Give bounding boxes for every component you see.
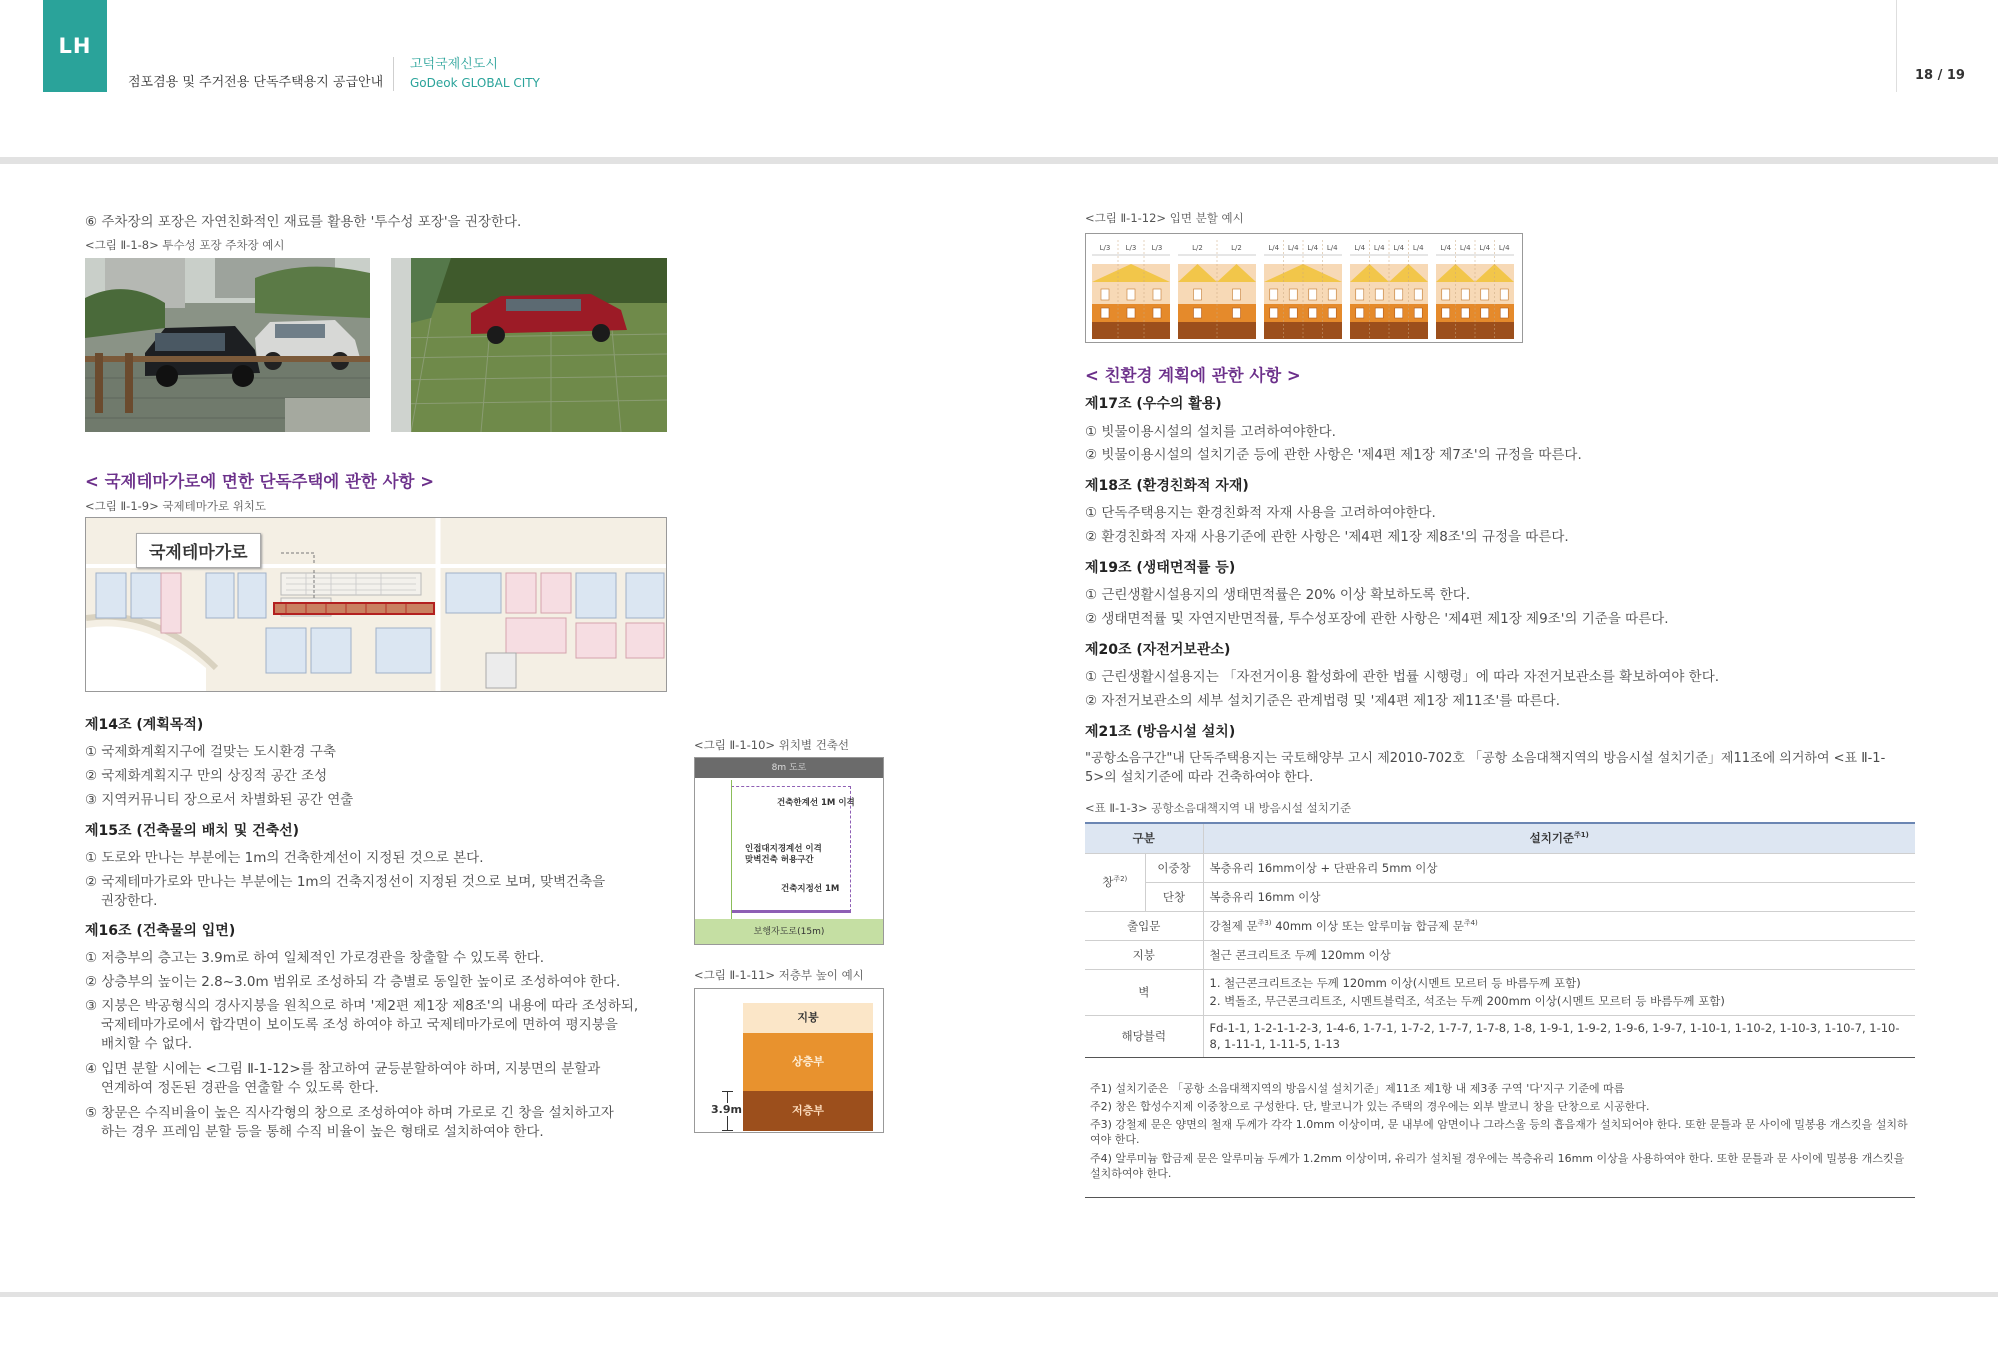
cell-single-window: 단창 — [1145, 882, 1203, 911]
figure-10-caption: <그림 Ⅱ-1-10> 위치별 건축선 — [694, 738, 850, 752]
facade-division-diagram — [1085, 233, 1523, 343]
road-8m: 8m 도로 — [695, 758, 883, 778]
article-20-title: 제20조 (자전거보관소) — [1085, 642, 1231, 658]
notes-end-rule — [1085, 1197, 1915, 1198]
article-16-title: 제16조 (건축물의 입면) — [85, 923, 236, 939]
facade-division-label: L/4 — [1287, 244, 1299, 252]
note-3: 주3) 강철제 문은 양면의 철재 두께가 각각 1.0mm 이상이며, 문 내부에 암면이나 그라스울 등의 흡음재가 설치되어야 한다. 또한 문틀과 문 사이에 밀봉용 개스킷을 설치하여야 한다. — [1090, 1118, 1908, 1146]
facade-block — [1092, 240, 1170, 339]
facade-division-label: L/3 — [1099, 244, 1111, 252]
article-19-item-1: ① 근린생활시설용지의 생태면적률은 20% 이상 확보하도록 한다. — [1085, 587, 1471, 603]
facade-division-label: L/4 — [1268, 244, 1280, 252]
article-16-item-1: ① 저층부의 층고는 3.9m로 하여 일체적인 가로경관을 창출할 수 있도록 한다. — [85, 950, 545, 966]
header-category: 구분 — [1085, 823, 1203, 853]
cell-roof-value: 철근 콘크리트조 두께 120mm 이상 — [1203, 940, 1915, 969]
cell-roof: 지붕 — [1085, 940, 1203, 969]
header-bar — [0, 157, 1998, 164]
lower-floor-layer: 저층부 — [743, 1091, 873, 1131]
header-standard: 설치기준$^{주1)}$ — [1203, 823, 1915, 853]
page-number: 18 / 19 — [1915, 68, 1965, 83]
designated-line — [731, 910, 851, 913]
cell-wall: 벽 — [1085, 969, 1203, 1015]
article-14-title: 제14조 (계획목적) — [85, 717, 204, 733]
facade-block — [1264, 240, 1342, 339]
label-limit-line: 건축한계선 1M 이격 — [777, 798, 855, 808]
cell-double-window: 이중창 — [1145, 853, 1203, 882]
facade-division-label: L/4 — [1393, 244, 1405, 252]
lot-boundary-line — [731, 780, 732, 920]
table-header-row — [1085, 823, 1915, 853]
article-21-text-line-2: 5>의 설치기준에 따라 건축하여야 한다. — [1085, 770, 1314, 785]
table-3-caption: <표 Ⅱ-1-3> 공항소음대책지역 내 방음시설 설치기준 — [1085, 801, 1352, 815]
label-designated-line: 건축지정선 1M — [781, 884, 840, 894]
table-row — [1085, 911, 1915, 940]
facade-block — [1178, 240, 1256, 339]
section-eco-planning: < 친환경 계획에 관한 사항 > — [1085, 366, 1301, 385]
article-16-item-3-line-1: ③ 지붕은 박공형식의 경사지붕을 원칙으로 하며 '제2편 제1장 제8조'의 내용에 따라 조성하되, — [85, 998, 639, 1014]
article-19-title: 제19조 (생태면적률 등) — [1085, 560, 1236, 576]
city-name — [410, 56, 540, 92]
note-4: 주4) 알루미늄 합금제 문은 알루미늄 두께가 1.2mm 이상이며, 유리가 설치될 경우에는 복층유리 16mm 이상을 사용하여야 한다. 또한 문틀과 문 사이에 밀봉용 개스킷을 설치하여야 한다. — [1090, 1152, 1905, 1180]
facade-division-label: L/4 — [1326, 244, 1338, 252]
article-15-item-2-line-1: ② 국제테마가로와 만나는 부분에는 1m의 건축지정선이 지정된 것으로 보며, 맞벽건축을 — [85, 874, 606, 890]
facade-division-label: L/2 — [1231, 244, 1242, 252]
facade-division-label: L/4 — [1412, 244, 1424, 252]
city-name-en: GoDeok GLOBAL CITY — [410, 76, 540, 90]
article-21-text-line-1: "공항소음구간"내 단독주택용지는 국토해양부 고시 제2010-702호 「공항 소음대책지역의 방음시설 설치기준」제11조에 의거하여 <표 Ⅱ-1- — [1085, 751, 1886, 766]
figure-12-caption: <그림 Ⅱ-1-12> 입면 분할 예시 — [1085, 211, 1244, 225]
article-16-item-3-line-3: 배치할 수 없다. — [101, 1036, 193, 1052]
facade-division-label: L/2 — [1192, 244, 1203, 252]
article-18-item-1: ① 단독주택용지는 환경친화적 자재 사용을 고려하여야한다. — [1085, 505, 1436, 521]
height-3.9m-label: 3.9m — [711, 1103, 742, 1116]
facade-division-label: L/4 — [1498, 244, 1510, 252]
table-row — [1085, 882, 1915, 911]
facade-block — [1436, 240, 1514, 339]
article-18-item-2: ② 환경친화적 자재 사용기준에 관한 사항은 '제4편 제1장 제8조'의 규정을 따른다. — [1085, 529, 1569, 545]
parking-photo-2 — [391, 258, 667, 432]
cell-block-value: Fd-1-1, 1-2-1-1-2-3, 1-4-6, 1-7-1, 1-7-2, 1-7-7, 1-7-8, 1-8, 1-9-1, 1-9-2, 1-9-6, 1-9-7, 1-10-1, 1-10-2, 1-10-3, 1-10-7, 1-10-8, 1-11-1, 1-11-5, 1-13 — [1203, 1015, 1915, 1057]
label-adjacent-boundary: 인접대지경계선 이격 — [745, 844, 822, 854]
parking-photo-1 — [85, 258, 370, 432]
city-name-kr: 고덕국제신도시 — [410, 57, 498, 72]
article-14-item-2: ② 국제화계획지구 만의 상징적 공간 조성 — [85, 768, 328, 784]
article-16-item-4-line-2: 연계하여 정돈된 경관을 연출할 수 있도록 한다. — [101, 1080, 379, 1096]
article-19-item-2: ② 생태면적률 및 자연지반면적률, 투수성포장에 관한 사항은 '제4편 제1장 제9조'의 기준을 따른다. — [1085, 611, 1669, 627]
facade-division-label: L/4 — [1307, 244, 1319, 252]
facade-division-label: L/4 — [1479, 244, 1491, 252]
facade-block — [1350, 240, 1428, 339]
page-header — [0, 0, 1998, 160]
note-1: 주1) 설치기준은 「공항 소음대책지역의 방음시설 설치기준」제11조 제1항 내 제3종 구역 '다'지구 기준에 따름 — [1090, 1082, 1625, 1095]
lower-floor-height-diagram — [694, 988, 884, 1133]
article-14-item-3: ③ 지역커뮤니티 장으로서 차별화된 공간 연출 — [85, 792, 354, 808]
article-17-item-1: ① 빗물이용시설의 설치를 고려하여야한다. — [1085, 424, 1336, 440]
article-17-title: 제17조 (우수의 활용) — [1085, 396, 1222, 412]
facade-division-label: L/3 — [1125, 244, 1137, 252]
map-label-theme-street: 국제테마가로 — [136, 533, 261, 568]
article-18-title: 제18조 (환경친화적 자재) — [1085, 478, 1249, 494]
article-16-item-5-line-2: 하는 경우 프레임 분할 등을 통해 수직 비율이 높은 형태로 설치하여야 한다. — [101, 1124, 544, 1140]
cell-window: 창$^{주2)}$ — [1085, 853, 1145, 911]
article-21-title: 제21조 (방음시설 설치) — [1085, 724, 1236, 740]
cell-door: 출입문 — [1085, 911, 1203, 940]
soundproof-standards-table — [1085, 822, 1915, 1058]
item-6-paving: ⑥ 주차장의 포장은 자연친화적인 재료를 활용한 '투수성 포장'을 권장한다. — [85, 214, 522, 230]
page-number-divider — [1896, 0, 1897, 92]
facade-division-label: L/4 — [1459, 244, 1471, 252]
facade-division-label: L/4 — [1373, 244, 1385, 252]
article-16-item-2: ② 상층부의 높이는 2.8~3.0m 범위로 조성하되 각 층별로 동일한 높이로 조성하여야 한다. — [85, 974, 621, 990]
article-17-item-2: ② 빗물이용시설의 설치기준 등에 관한 사항은 '제4편 제1장 제7조'의 규정을 따른다. — [1085, 447, 1582, 463]
pedestrian-road: 보행자도로(15m) — [695, 919, 883, 945]
facade-division-label: L/4 — [1354, 244, 1366, 252]
roof-layer: 지붕 — [743, 1003, 873, 1033]
cell-wall-value: 1. 철근콘크리트조는 두께 120mm 이상(시멘트 모르터 등 바름두께 포함) 2. 벽돌조, 무근콘크리트조, 시멘트블럭조, 석조는 두께 200mm 이상(시멘트 모르터 등 바름두께 포함) — [1203, 969, 1915, 1015]
cell-block: 해당블럭 — [1085, 1015, 1203, 1057]
article-20-item-1: ① 근린생활시설용지는 「자전거이용 활성화에 관한 법률 시행령」에 따라 자전거보관소를 확보하여야 한다. — [1085, 669, 1720, 685]
figure-9-caption: <그림 Ⅱ-1-9> 국제테마가로 위치도 — [85, 499, 267, 513]
table-row — [1085, 940, 1915, 969]
lh-logo: LH — [43, 0, 107, 92]
section-theme-street: < 국제테마가로에 면한 단독주택에 관한 사항 > — [85, 472, 435, 491]
article-15-item-2-line-2: 권장한다. — [101, 893, 158, 909]
theme-street-map — [85, 517, 667, 692]
table-row — [1085, 969, 1915, 1015]
building-line-diagram — [694, 757, 884, 945]
label-party-wall-zone: 맞벽건축 허용구간 — [745, 855, 814, 865]
table-row — [1085, 853, 1915, 882]
cell-double-window-value: 복층유리 16mm이상 + 단판유리 5mm 이상 — [1203, 853, 1915, 882]
cell-door-value: 강철제 문$^{주3)}$ 40mm 이상 또는 알루미늄 합금제 문$^{주4)}$ — [1203, 911, 1915, 940]
figure-8-caption: <그림 Ⅱ-1-8> 투수성 포장 주차장 예시 — [85, 238, 285, 252]
document-title: 점포겸용 및 주거전용 단독주택용지 공급안내 — [128, 75, 384, 90]
upper-floor-layer: 상층부 — [743, 1033, 873, 1091]
facade-division-svg — [1086, 234, 1522, 342]
article-15-item-1: ① 도로와 만나는 부분에는 1m의 건축한계선이 지정된 것으로 본다. — [85, 850, 484, 866]
footer-bar — [0, 1292, 1998, 1297]
article-20-item-2: ② 자전거보관소의 세부 설치기준은 관계법령 및 '제4편 제1장 제11조'를 따른다. — [1085, 693, 1560, 709]
table-row — [1085, 1015, 1915, 1057]
article-16-item-3-line-2: 국제테마가로에서 합각면이 보이도록 조성 하여야 하고 국제테마가로에 면하여 평지붕을 — [101, 1017, 618, 1033]
header-divider — [393, 57, 394, 91]
article-16-item-5-line-1: ⑤ 창문은 수직비율이 높은 직사각형의 창으로 조성하여야 하며 가로로 긴 창을 설치하고자 — [85, 1105, 614, 1121]
cell-single-window-value: 복층유리 16mm 이상 — [1203, 882, 1915, 911]
facade-division-label: L/4 — [1440, 244, 1452, 252]
figure-11-caption: <그림 Ⅱ-1-11> 저층부 높이 예시 — [694, 968, 864, 982]
note-2: 주2) 창은 합성수지제 이중창으로 구성한다. 단, 발코니가 있는 주택의 경우에는 외부 발코니 창을 단창으로 시공한다. — [1090, 1100, 1650, 1113]
article-14-item-1: ① 국제화계획지구에 걸맞는 도시환경 구축 — [85, 744, 336, 760]
article-16-item-4-line-1: ④ 입면 분할 시에는 <그림 Ⅱ-1-12>를 참고하여 균등분할하여야 하며, 지붕면의 분할과 — [85, 1061, 601, 1077]
facade-division-label: L/3 — [1151, 244, 1163, 252]
article-15-title: 제15조 (건축물의 배치 및 건축선) — [85, 823, 300, 839]
